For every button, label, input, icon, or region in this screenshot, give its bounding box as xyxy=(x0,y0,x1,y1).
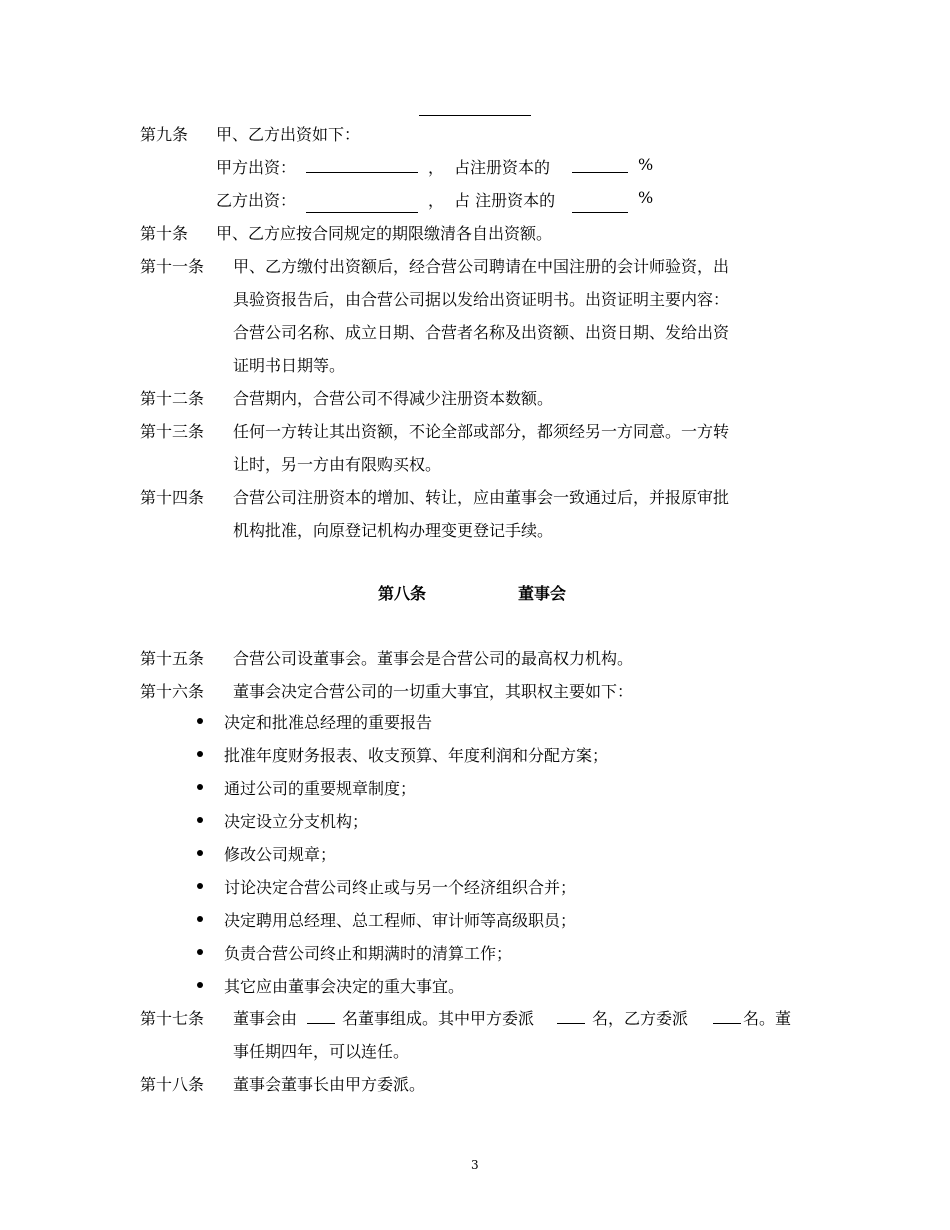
list-item: 决定设立分支机构； xyxy=(224,812,369,831)
article11-line: 证明书日期等。 xyxy=(233,356,346,375)
party-b-percent-sign: % xyxy=(638,188,654,207)
article12-label: 第十二条 xyxy=(140,389,205,408)
list-item: 负责合营公司终止和期满时的清算工作； xyxy=(224,944,513,963)
article17-part4: 名。董 xyxy=(743,1009,792,1028)
directors-total-blank xyxy=(307,1023,335,1024)
list-item: 决定和批准总经理的重要报告 xyxy=(224,713,433,732)
top-rule xyxy=(419,115,531,116)
article14-label: 第十四条 xyxy=(140,488,205,507)
party-b-comma: ， xyxy=(428,191,445,210)
article11-label: 第十一条 xyxy=(140,257,205,276)
article10-text: 甲、乙方应按合同规定的期限缴清各自出资额。 xyxy=(216,224,553,243)
party-a-contribution-label: 甲方出资： xyxy=(216,158,297,177)
section-title: 董事会 xyxy=(518,584,567,603)
party-a-comma: ， xyxy=(428,158,445,177)
article12-text: 合营期内，合营公司不得减少注册资本数额。 xyxy=(233,389,554,408)
article16-label: 第十六条 xyxy=(140,682,205,701)
list-item: 通过公司的重要规章制度； xyxy=(224,779,417,798)
list-item: 其它应由董事会决定的重大事宜。 xyxy=(224,977,465,996)
list-item: 批准年度财务报表、收支预算、年度利润和分配方案； xyxy=(224,746,609,765)
party-a-percent-blank xyxy=(572,172,628,173)
article13-line: 任何一方转让其出资额，不论全部或部分，都须经另一方同意。一方转 xyxy=(233,422,730,441)
party-b-contribution-label: 乙方出资： xyxy=(216,191,297,210)
page-number: 3 xyxy=(471,1158,479,1172)
article17-line2: 事任期四年，可以连任。 xyxy=(233,1042,410,1061)
party-b-percent-blank xyxy=(572,212,628,213)
article11-line: 甲、乙方缴付出资额后，经合营公司聘请在中国注册的会计师验资，出 xyxy=(233,257,730,276)
party-a-percent-sign: % xyxy=(638,155,654,174)
party-a-share-label: 占注册资本的 xyxy=(454,158,551,177)
article17-part1: 董事会由 xyxy=(233,1009,298,1028)
party-b-directors-blank xyxy=(713,1023,741,1024)
party-b-share-label: 占 注册资本的 xyxy=(454,191,556,210)
article15-text: 合营公司设董事会。董事会是合营公司的最高权力机构。 xyxy=(233,649,634,668)
article17-part3: 名，乙方委派 xyxy=(592,1009,689,1028)
article16-text: 董事会决定合营公司的一切重大事宜，其职权主要如下： xyxy=(233,682,634,701)
bullet-icon xyxy=(197,949,203,955)
bullet-icon xyxy=(197,982,203,988)
list-item: 修改公司规章； xyxy=(224,845,337,864)
article14-line: 合营公司注册资本的增加、转让，应由董事会一致通过后，并报原审批 xyxy=(233,488,730,507)
party-a-directors-blank xyxy=(557,1023,585,1024)
party-a-amount-blank xyxy=(306,172,418,173)
article18-label: 第十八条 xyxy=(140,1075,205,1094)
article17-label: 第十七条 xyxy=(140,1009,205,1028)
article10-label: 第十条 xyxy=(140,224,189,243)
section-number: 第八条 xyxy=(378,584,427,603)
bullet-icon xyxy=(197,718,203,724)
article13-line: 让时，另一方由有限购买权。 xyxy=(233,455,442,474)
article9-label: 第九条 xyxy=(140,125,189,144)
article18-text: 董事会董事长由甲方委派。 xyxy=(233,1075,426,1094)
article17-part2: 名董事组成。其中甲方委派 xyxy=(342,1009,535,1028)
bullet-icon xyxy=(197,751,203,757)
article14-line: 机构批准，向原登记机构办理变更登记手续。 xyxy=(233,521,554,540)
list-item: 决定聘用总经理、总工程师、审计师等高级职员； xyxy=(224,911,577,930)
party-b-amount-blank xyxy=(306,212,418,213)
bullet-icon xyxy=(197,850,203,856)
article11-line: 合营公司名称、成立日期、合营者名称及出资额、出资日期、发给出资 xyxy=(233,323,730,342)
list-item: 讨论决定合营公司终止或与另一个经济组织合并； xyxy=(224,878,577,897)
bullet-icon xyxy=(197,883,203,889)
bullet-icon xyxy=(197,916,203,922)
bullet-icon xyxy=(197,784,203,790)
article9-text: 甲、乙方出资如下： xyxy=(216,125,361,144)
article15-label: 第十五条 xyxy=(140,649,205,668)
article13-label: 第十三条 xyxy=(140,422,205,441)
article11-line: 具验资报告后，由合营公司据以发给出资证明书。出资证明主要内容： xyxy=(233,290,730,309)
bullet-icon xyxy=(197,817,203,823)
